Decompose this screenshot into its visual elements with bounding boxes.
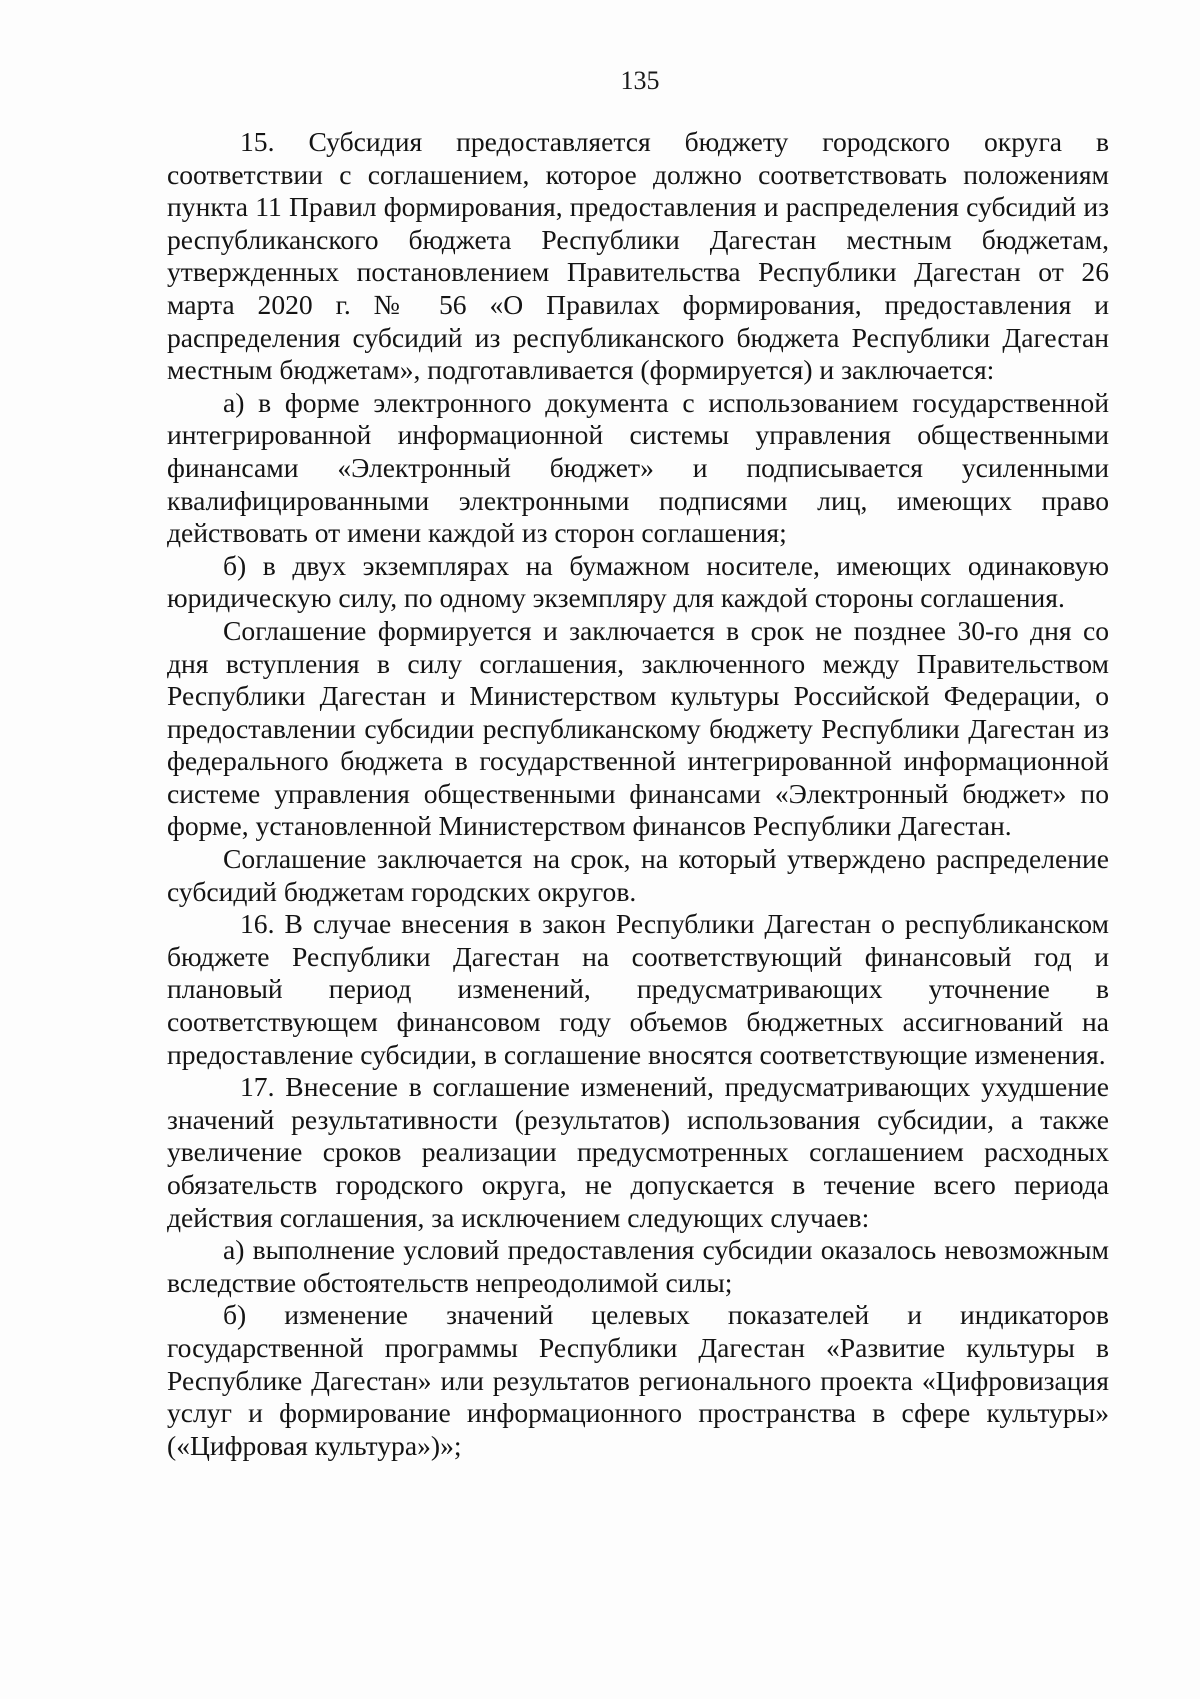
paragraph-agreement-duration: Соглашение заключается на срок, на который утверждено распределение субсидий бюджетам городских округов.: [167, 843, 1109, 907]
paragraph-15-a: а) в форме электронного документа с использованием государственной интегрированной информационной системы управления общественными финансами «Электронный бюджет» и подписывается усиленными квалифицированными электронными подписями лиц, имеющих право действовать от имени каждой из сторон соглашения;: [167, 386, 1109, 549]
paragraph-15-b: б) в двух экземплярах на бумажном носителе, имеющих одинаковую юридическую силу, по одному экземпляру для каждой стороны соглашения.: [167, 549, 1109, 614]
paragraph-17-b: б) изменение значений целевых показателей и индикаторов государственной программы Республики Дагестан «Развитие культуры в Республике Дагестан» или результатов регионального проекта «Цифровизация услуг и формирование информационного пространства в сфере культуры» («Цифровая культура»)»;: [167, 1299, 1109, 1461]
page-number: 135: [620, 66, 660, 95]
paragraph-agreement-term: Соглашение формируется и заключается в срок не позднее 30-го дня со дня вступления в силу соглашения, заключенного между Правительством Республики Дагестан и Министерством культуры Российской Федерации, о предоставлении субсидии республиканскому бюджету Республики Дагестан из федерального бюджета в государственной интегрированной информационной системе управления общественными финансами «Электронный бюджет» по форме, установленной Министерством финансов Республики Дагестан.: [167, 614, 1109, 842]
paragraph-16: 16. В случае внесения в закон Республики Дагестан о республиканском бюджете Республики Дагестан на соответствующий финансовый год и плановый период изменений, предусматривающих уточнение в соответствующем финансовом году объемов бюджетных ассигнований на предоставление субсидии, в соглашение вносятся соответствующие изменения.: [167, 908, 1109, 1070]
document-body: [167, 126, 1109, 1462]
paragraph-17: 17. Внесение в соглашение изменений, предусматривающих ухудшение значений результативности (результатов) использования субсидии, а также увеличение сроков реализации предусмотренных соглашением расходных обязательств городского округа, не допускается в течение всего периода действия соглашения, за исключением следующих случаев:: [167, 1071, 1109, 1233]
paragraph-15: 15. Субсидия предоставляется бюджету городского округа в соответствии с соглашением, которое должно соответствовать положениям пункта 11 Правил формирования, предоставления и распределения субсидий из республиканского бюджета Республики Дагестан местным бюджетам, утвержденных постановлением Правительства Республики Дагестан от 26 марта 2020 г. № 56 «О Правилах формирования, предоставления и распределения субсидий из республиканского бюджета Республики Дагестан местным бюджетам», подготавливается (формируется) и заключается:: [167, 126, 1109, 386]
paragraph-17-a: а) выполнение условий предоставления субсидии оказалось невозможным вследствие обстоятельств непреодолимой силы;: [167, 1234, 1109, 1298]
